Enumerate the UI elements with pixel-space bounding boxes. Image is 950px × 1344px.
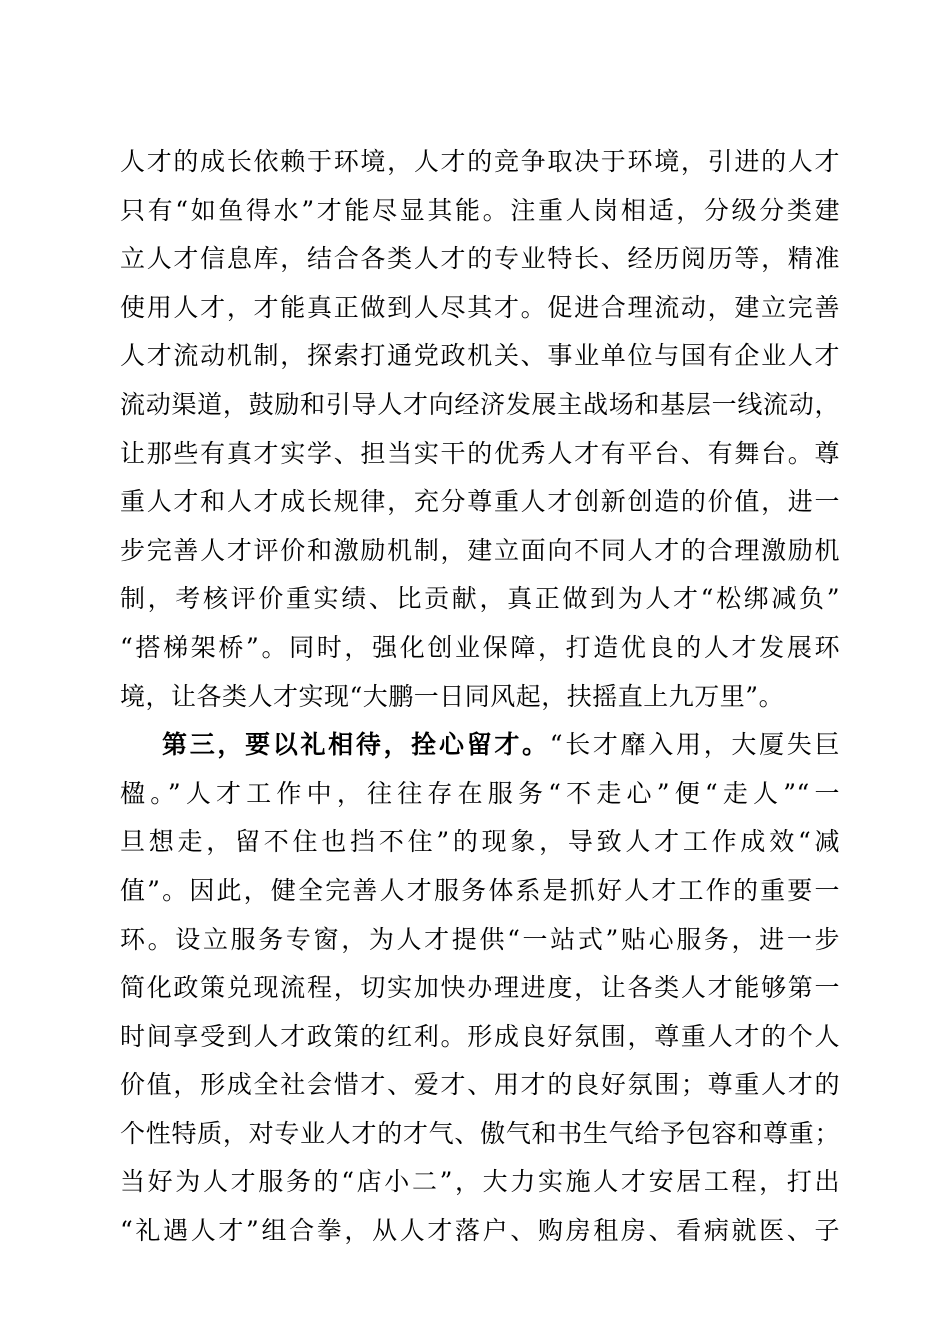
paragraph-2 — [120, 721, 840, 1256]
text-line: 流动渠道，鼓励和引导人才向经济发展主战场和基层一线流动， — [120, 389, 840, 419]
text-line: 值”。因此，健全完善人才服务体系是抓好人才工作的重要一 — [120, 875, 840, 905]
body-text — [120, 138, 840, 1256]
section-heading: 第三，要以礼相待，拴心留才。 — [162, 730, 550, 760]
heading-followup: “长才靡入用，大厦失巨 — [549, 730, 840, 760]
text-line: 简化政策兑现流程，切实加快办理进度，让各类人才能够第一 — [120, 973, 840, 1003]
text-line: 个性特质，对专业人才的才气、傲气和书生气给予包容和尊重； — [120, 1118, 840, 1148]
text-line: 楹。”人才工作中，往往存在服务“不走心”便“走人”“一 — [120, 778, 840, 808]
text-line: 让那些有真才实学、担当实干的优秀人才有平台、有舞台。尊 — [120, 438, 840, 468]
text-line: 境，让各类人才实现“大鹏一日同风起，扶摇直上九万里”。 — [120, 681, 785, 711]
text-line: 价值，形成全社会惜才、爱才、用才的良好氛围；尊重人才的 — [120, 1070, 840, 1100]
text-line — [120, 721, 840, 770]
text-line: 当好为人才服务的“店小二”，大力实施人才安居工程，打出 — [120, 1167, 840, 1197]
text-line: 重人才和人才成长规律，充分尊重人才创新创造的价值，进一 — [120, 487, 840, 517]
text-line: 人才的成长依赖于环境，人才的竞争取决于环境，引进的人才 — [120, 147, 840, 176]
text-line: “礼遇人才”组合拳，从人才落户、购房租房、看病就医、子 — [120, 1216, 840, 1246]
text-line: 环。设立服务专窗，为人才提供“一站式”贴心服务，进一步 — [120, 924, 840, 954]
text-line: 立人才信息库，结合各类人才的专业特长、经历阅历等，精准 — [120, 244, 840, 274]
text-line: 时间享受到人才政策的红利。形成良好氛围，尊重人才的个人 — [120, 1021, 840, 1051]
paragraph-1 — [120, 138, 840, 721]
text-line: 只有“如鱼得水”才能尽显其能。注重人岗相适，分级分类建 — [120, 195, 840, 225]
text-line: 步完善人才评价和激励机制，建立面向不同人才的合理激励机 — [120, 535, 840, 565]
text-line: 人才流动机制，探索打通党政机关、事业单位与国有企业人才 — [120, 341, 840, 371]
text-line: 使用人才，才能真正做到人尽其才。促进合理流动，建立完善 — [120, 292, 840, 322]
text-line: “搭梯架桥”。同时，强化创业保障，打造优良的人才发展环 — [120, 632, 840, 662]
text-line: 制，考核评价重实绩、比贡献，真正做到为人才“松绑减负” — [120, 584, 840, 614]
text-line: 旦想走，留不住也挡不住”的现象，导致人才工作成效“减 — [120, 827, 840, 857]
